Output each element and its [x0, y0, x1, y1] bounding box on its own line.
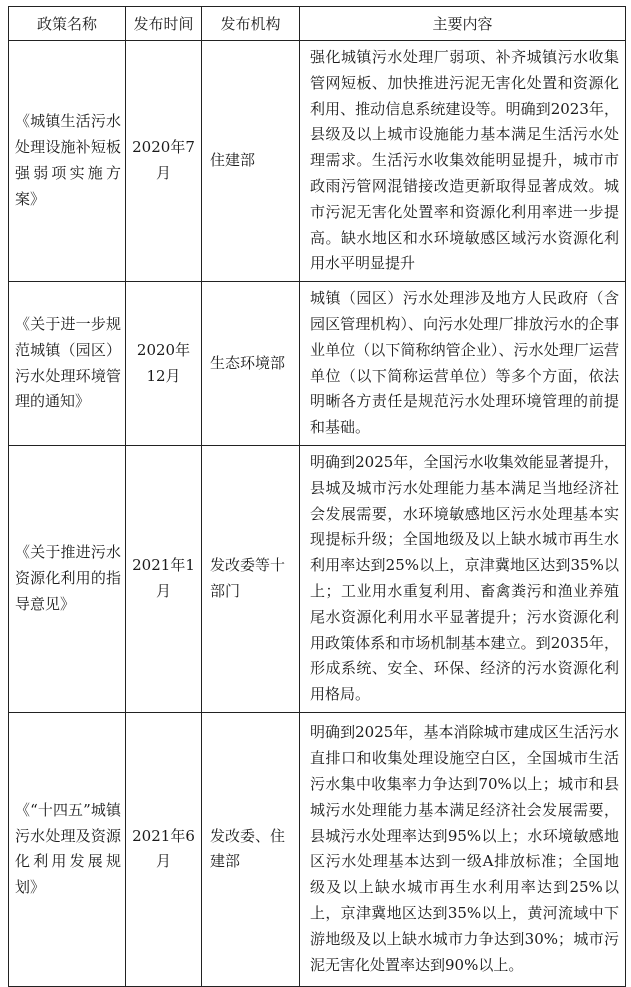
main-content-cell: 强化城镇污水处理厂弱项、补齐城镇污水收集管网短板、加快推进污泥无害化处置和资源化利用、推动信息系统建设等。明确到2023年，县级及以上城市设施能力基本满足生活污水处理需求。生活污水收集效能明显提升，城市市政雨污管网混错接改造更新取得显著成效。城市污泥无害化处置率和资源化利用率进一步提高。缺水地区和水环境敏感区域污水资源化利用水平明显提升	[300, 41, 626, 282]
main-content-cell: 明确到2025年，基本消除城市建成区生活污水直排口和收集处理设施空白区，全国城市生活污水集中收集率力争达到70%以上；城市和县城污水处理能力基本满足经济社会发展需要，县城污水处理率达到95%以上；水环境敏感地区污水处理基本达到一级A排放标准；全国地级及以上缺水城市再生水利用率达到25%以上，京津冀地区达到35%以上，黄河流域中下游地级及以上缺水城市力争达到30%；城市污泥无害化处置率达到90%以上。	[300, 712, 626, 986]
release-date-cell: 2020年12月	[126, 282, 202, 446]
release-date-cell: 2021年6月	[126, 712, 202, 986]
table-row	[9, 445, 626, 712]
header-issuing-agency: 发布机构	[202, 7, 300, 41]
main-content-cell: 明确到2025年，全国污水收集效能显著提升，县城及城市污水处理能力基本满足当地经济社会发展需要，水环境敏感地区污水处理基本实现提标升级；全国地级及以上缺水城市再生水利用率达到25%以上，京津冀地区达到35%以上；工业用水重复利用、畜禽粪污和渔业养殖尾水资源化利用水平显著提升；污水资源化利用政策体系和市场机制基本建立。到2035年，形成系统、安全、环保、经济的污水资源化利用格局。	[300, 445, 626, 712]
header-release-date: 发布时间	[126, 7, 202, 41]
issuing-agency-cell: 发改委、住建部	[202, 712, 300, 986]
policy-name-cell: 《关于进一步规范城镇（园区）污水处理环境管理的通知》	[9, 282, 126, 446]
header-policy-name: 政策名称	[9, 7, 126, 41]
policy-name-cell: 《关于推进污水资源化利用的指导意见》	[9, 445, 126, 712]
issuing-agency-cell: 住建部	[202, 41, 300, 282]
table-row	[9, 282, 626, 446]
policy-name-cell: 《“十四五”城镇污水处理及资源化利用发展规划》	[9, 712, 126, 986]
table-row	[9, 41, 626, 282]
table-row	[9, 712, 626, 986]
header-main-content: 主要内容	[300, 7, 626, 41]
main-content-cell: 城镇（园区）污水处理涉及地方人民政府（含园区管理机构）、向污水处理厂排放污水的企事业单位（以下简称纳管企业）、污水处理厂运营单位（以下简称运营单位）等多个方面，依法明晰各方责任是规范污水处理环境管理的前提和基础。	[300, 282, 626, 446]
issuing-agency-cell: 生态环境部	[202, 282, 300, 446]
issuing-agency-cell: 发改委等十部门	[202, 445, 300, 712]
release-date-cell: 2021年1月	[126, 445, 202, 712]
table-header-row	[9, 7, 626, 41]
policy-table	[8, 6, 626, 987]
release-date-cell: 2020年7月	[126, 41, 202, 282]
policy-name-cell: 《城镇生活污水处理设施补短板强弱项实施方案》	[9, 41, 126, 282]
